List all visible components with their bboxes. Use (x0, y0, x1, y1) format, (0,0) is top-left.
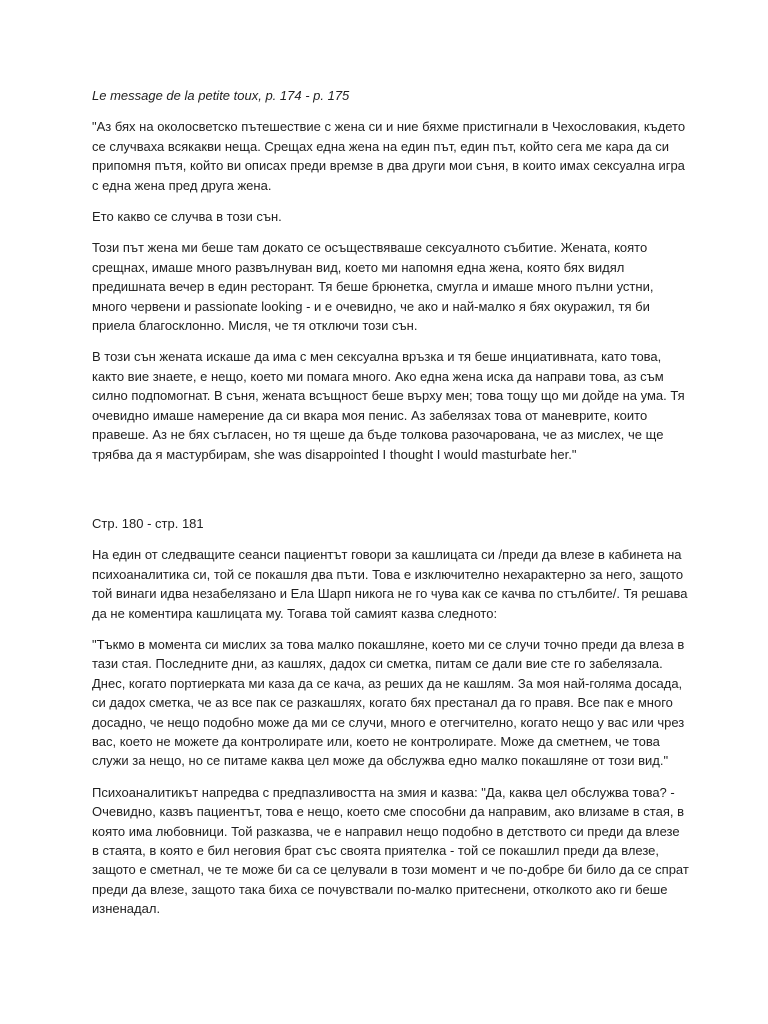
paragraph: Ето какво се случва в този сън. (92, 209, 282, 225)
section-spacer (92, 476, 690, 514)
paragraph: "Аз бях на околосветско пътешествие с жена си и ние бяхме пристигнали в Чехословакия, където се случваха всякакви неща. Срещах една жена на един път, един път, който сега ме кара да си припомня пътя, който ви описах преди времзе в два други мои съня, в които имах сексуална игра с една жена пред друга жена. (92, 119, 686, 193)
section-petite-toux (92, 86, 690, 464)
section-heading: Стр. 180 - стр. 181 (92, 515, 204, 531)
paragraph: "Тъкмо в момента си мислих за това малко покашляне, което ми се случи точно преди да влеза в тази стая. Последните дни, аз кашлях, дадох си сметка, питам се дали вие сте го забелязала. Днес, когато портиерката ми каза да се кача, аз реших да не кашлям. За моя най-голяма досада, си дадох сметка, че аз все пак се разкашлях, когато бях престанал да го правя. Все пак е много досадно, че нещо подобно може да ми се случи, много е отегчително, когато нещо у вас или чрез вас, което не можете да контролирате или, което не контролирате. Може да сметнем, че това служи за нещо, но се питаме каква цел може да обслужва едно малко покашляне от този вид." (92, 636, 685, 769)
paragraph: На един от следващите сеанси пациентът говори за кашлицата си /преди да влезе в кабинета на психоаналитика си, той се покашля два пъти. Това е изключително нехарактерно за него, защото той винаги идва незабелязано и Ела Шарп никога не го чува как се качва по стълбите/. Тя решава да не коментира кашлицата му. Тогава той самият казва следното: (92, 547, 688, 621)
paragraph: Този път жена ми беше там докато се осъществяваше сексуалното събитие. Жената, която срещнах, имаше много развълнуван вид, което ми напомня една жена, която бях видял предишната вечер в един ресторант. Тя беше брюнетка, смугла и имаше много пълни устни, много червени и passionate looking - и е очевидно, че ако и най-малко я бях окуражил, тя би приела благосклонно. Мисля, че тя отключи този сън. (92, 240, 654, 334)
document-page (92, 86, 690, 931)
section-pages-180-181 (92, 514, 690, 919)
section-heading: Le message de la petite toux, p. 174 - p. 175 (92, 88, 350, 103)
paragraph: Психоаналитикът напредва с предпазливостта на змия и казва: "Да, каква цел обслужва това? - Очевидно, казвъ пациентът, това е нещо, което сме способни да направим, ако влизаме в стая, в която има любовници. Той разказва, че е направил нещо подобно в детството си преди да влезе в стаята, в която е бил неговия брат със своята приятелка - той се покашлил преди да влезе, защото е сметнал, че те може би са се целували в този момент и че по-добре би било да се спрат преди да влезе, защото така биха се почувствали по-малко притеснени, отколкото ако ги беше изненадал. (92, 784, 689, 917)
paragraph: В този сън жената искаше да има с мен сексуална връзка и тя беше инциативната, като това, както вие знаете, е нещо, което ми помага много. Ако една жена иска да направи това, аз съм силно подпомогнат. В съня, жената всъщност беше върху мен; това тощу що ми дойде на ума. Тя очевидно имаше намерение да си вкара моя пенис. Аз забелязах това от маневрите, които правеше. Аз не бях съгласен, но тя щеше да бъде толкова разочарована, че аз мислех, че ще трябва да я мастурбирам, she was disappointed I thought I would masturbate her." (92, 349, 685, 462)
